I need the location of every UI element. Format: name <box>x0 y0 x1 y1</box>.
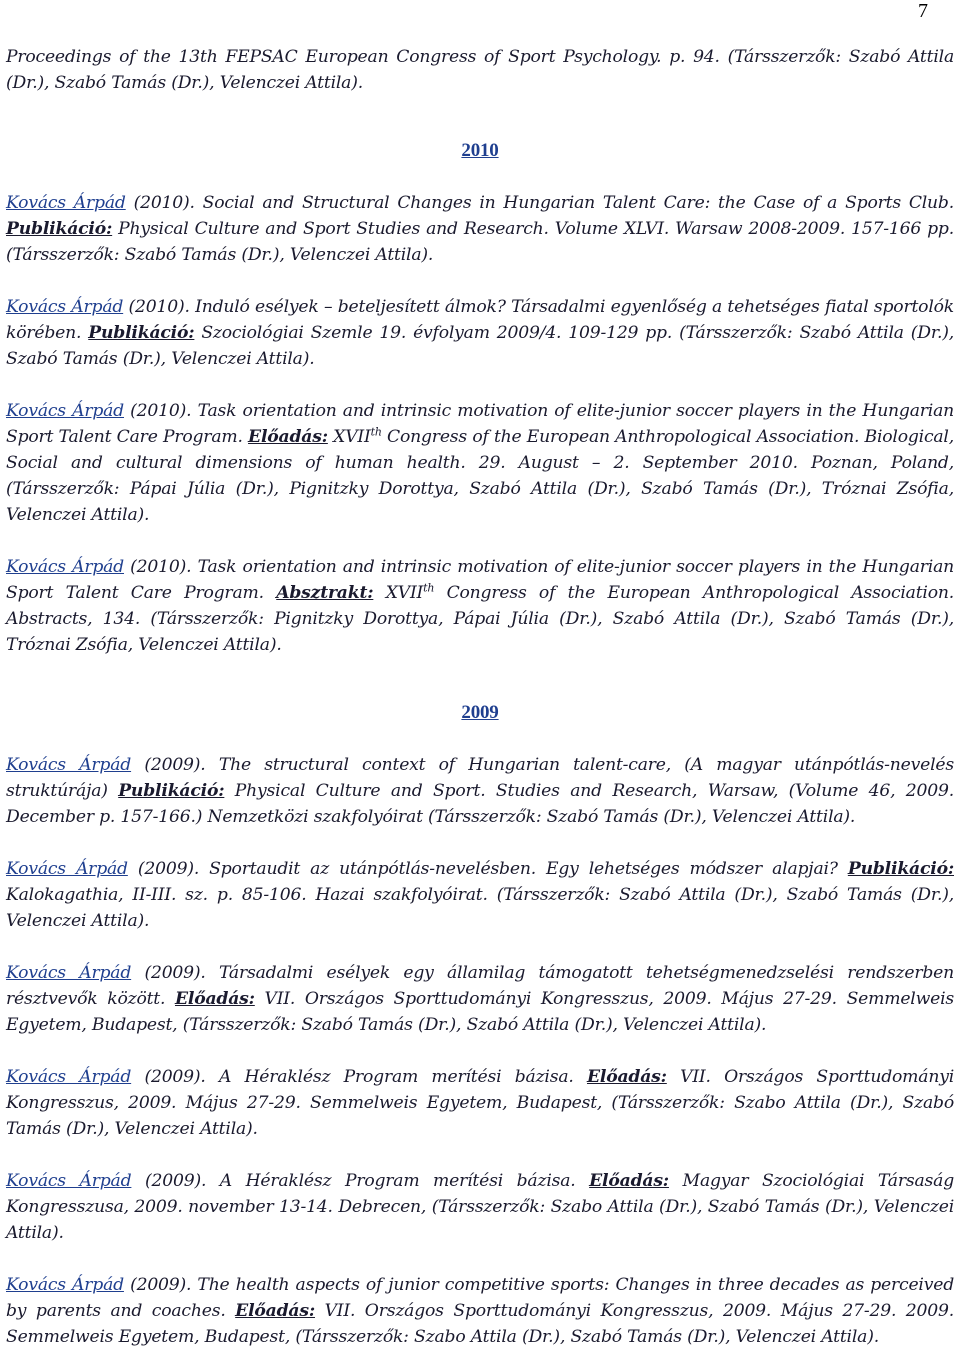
entry-text: Congress of the European Anthropological Association. Abstracts, 134. (Társszerzők: Pignitzky Dorottya, Pápai Júlia (Dr.), Szabó Attila (Dr.), Szabó Tamás (Dr.), Tróznai Zsófia, Velenczei Attila). <box>6 583 954 655</box>
entry-text: (2009). A Héraklész Program merítési bázisa. <box>131 1171 590 1191</box>
publication-entry <box>6 190 954 268</box>
entry-text: Szociológiai Szemle 19. évfolyam 2009/4. 109-129 pp. (Társszerzők: Szabó Attila (Dr.), Szabó Tamás (Dr.), Velenczei Attila). <box>6 323 955 369</box>
publication-entry <box>6 752 954 830</box>
entry-text: VII. Országos Sporttudományi Kongresszus, 2009. Május 27-29. Semmelweis Egyetem, Budapest, (Társszerzők: Szabo Attila (Dr.), Szabó Tamás (Dr.), Velenczei Attila). <box>6 1067 954 1139</box>
entry-text: (2009). The structural context of Hungarian talent-care, (A magyar utánpótlás-nevelés struktúrája) <box>6 755 954 801</box>
publication-entry <box>6 1272 954 1350</box>
page-number: 7 <box>918 0 928 22</box>
entry-text: (2010). Task orientation and intrinsic motivation of elite-junior soccer players in the Hungarian Sport Talent Care Program. <box>6 401 955 447</box>
entry-text: (2010). Induló esélyek – beteljesített álmok? Társadalmi egyenlőség a tehetséges fiatal sportolók körében. <box>6 297 954 343</box>
entry-text: Magyar Szociológiai Társaság Kongresszusa, 2009. november 13-14. Debrecen, (Társszerzők: Szabo Attila (Dr.), Szabó Tamás (Dr.), Velenczei Attila). <box>6 1171 955 1243</box>
entry-text: XVII <box>327 427 371 447</box>
author-name: Kovács Árpád <box>6 297 124 317</box>
author-name: Kovács Árpád <box>6 193 126 213</box>
publication-list <box>6 44 954 1350</box>
author-name: Kovács Árpád <box>6 1275 124 1295</box>
entry-text: Congress of the European Anthropological Association. Biological, Social and cultural dimensions of human health. 29. August – 2. September 2010. Poznan, Poland, (Társszerzők: Pápai Júlia (Dr.), Pignitzky Dorottya, Szabó Attila (Dr.), Szabó Tamás (Dr.), Tróznai Zsófia, Velenczei Attila). <box>6 427 954 525</box>
year-heading-2009: 2009 <box>461 702 499 723</box>
entry-text: VII. Országos Sporttudományi Kongresszus, 2009. Május 27-29. Semmelweis Egyetem, Budapest, (Társszerzők: Szabó Tamás (Dr.), Szabó Attila (Dr.), Velenczei Attila). <box>6 989 954 1035</box>
entry-text: VII. Országos Sporttudományi Kongresszus, 2009. Május 27-29. 2009. Semmelweis Egyetem, Budapest, (Társszerzők: Szabo Attila (Dr.), Szabó Tamás (Dr.), Velenczei Attila). <box>6 1301 955 1347</box>
entry-label: Absztrakt: <box>276 583 374 603</box>
entry-text: Physical Culture and Sport. Studies and Research, Warsaw, (Volume 46, 2009. December p. 157-166.) Nemzetközi szakfolyóirat (Társszerzők: Szabó Tamás (Dr.), Velenczei Attila). <box>6 781 955 827</box>
entry-label: Előadás: <box>174 989 255 1009</box>
entry-label: Előadás: <box>248 427 328 447</box>
entry-text: Proceedings of the 13th FEPSAC European Congress of Sport Psychology. p. 94. (Társszerzők: Szabó Attila (Dr.), Szabó Tamás (Dr.), Velenczei Attila). <box>6 47 954 93</box>
entry-text: XVII <box>373 583 424 603</box>
publication-entry <box>6 1064 954 1142</box>
entry-text: (2010). Social and Structural Changes in Hungarian Talent Care: the Case of a Sports Club. <box>125 193 954 213</box>
author-name: Kovács Árpád <box>6 1067 132 1087</box>
author-name: Kovács Árpád <box>6 859 128 879</box>
entry-label: Publikáció: <box>118 781 225 801</box>
entry-text: (2009). Társadalmi esélyek egy államilag támogatott tehetségmenedzselési rendszerben résztvevők között. <box>6 963 954 1009</box>
entry-label: Előadás: <box>235 1301 315 1321</box>
entry-text: Kalokagathia, II-III. sz. p. 85-106. Hazai szakfolyóirat. (Társszerzők: Szabó Attila (Dr.), Szabó Tamás (Dr.), Velenczei Attila). <box>6 885 954 931</box>
intro-entry <box>6 44 954 96</box>
publication-entry <box>6 294 954 372</box>
entry-text: Physical Culture and Sport Studies and Research. Volume XLVI. Warsaw 2008-2009. 157-166 pp. (Társszerzők: Szabó Tamás (Dr.), Velenczei Attila). <box>6 219 954 265</box>
publication-entry <box>6 554 954 658</box>
entry-text: (2010). Task orientation and intrinsic motivation of elite-junior soccer players in the Hungarian Sport Talent Care Program. <box>6 557 955 603</box>
author-name: Kovács Árpád <box>6 963 132 983</box>
publication-entry <box>6 398 954 528</box>
entry-label: Előadás: <box>586 1067 667 1087</box>
author-name: Kovács Árpád <box>6 557 124 577</box>
author-name: Kovács Árpád <box>6 401 124 421</box>
entry-label: Publikáció: <box>847 859 954 879</box>
entry-label: Publikáció: <box>88 323 195 343</box>
publication-entry <box>6 856 954 934</box>
entry-label: Publikáció: <box>6 219 113 239</box>
author-name: Kovács Árpád <box>6 1171 132 1191</box>
entry-text: (2009). Sportaudit az utánpótlás-nevelésben. Egy lehetséges módszer alapjai? <box>127 859 848 879</box>
superscript: th <box>370 425 382 439</box>
publication-entry <box>6 960 954 1038</box>
entry-text: (2009). A Héraklész Program merítési bázisa. <box>131 1067 587 1087</box>
publication-entry <box>6 1168 954 1246</box>
entry-text: (2009). The health aspects of junior competitive sports: Changes in three decades as perceived by parents and coaches. <box>6 1275 955 1321</box>
superscript: th <box>423 581 435 595</box>
entry-label: Előadás: <box>589 1171 669 1191</box>
year-heading-2010: 2010 <box>461 140 499 161</box>
author-name: Kovács Árpád <box>6 755 132 775</box>
